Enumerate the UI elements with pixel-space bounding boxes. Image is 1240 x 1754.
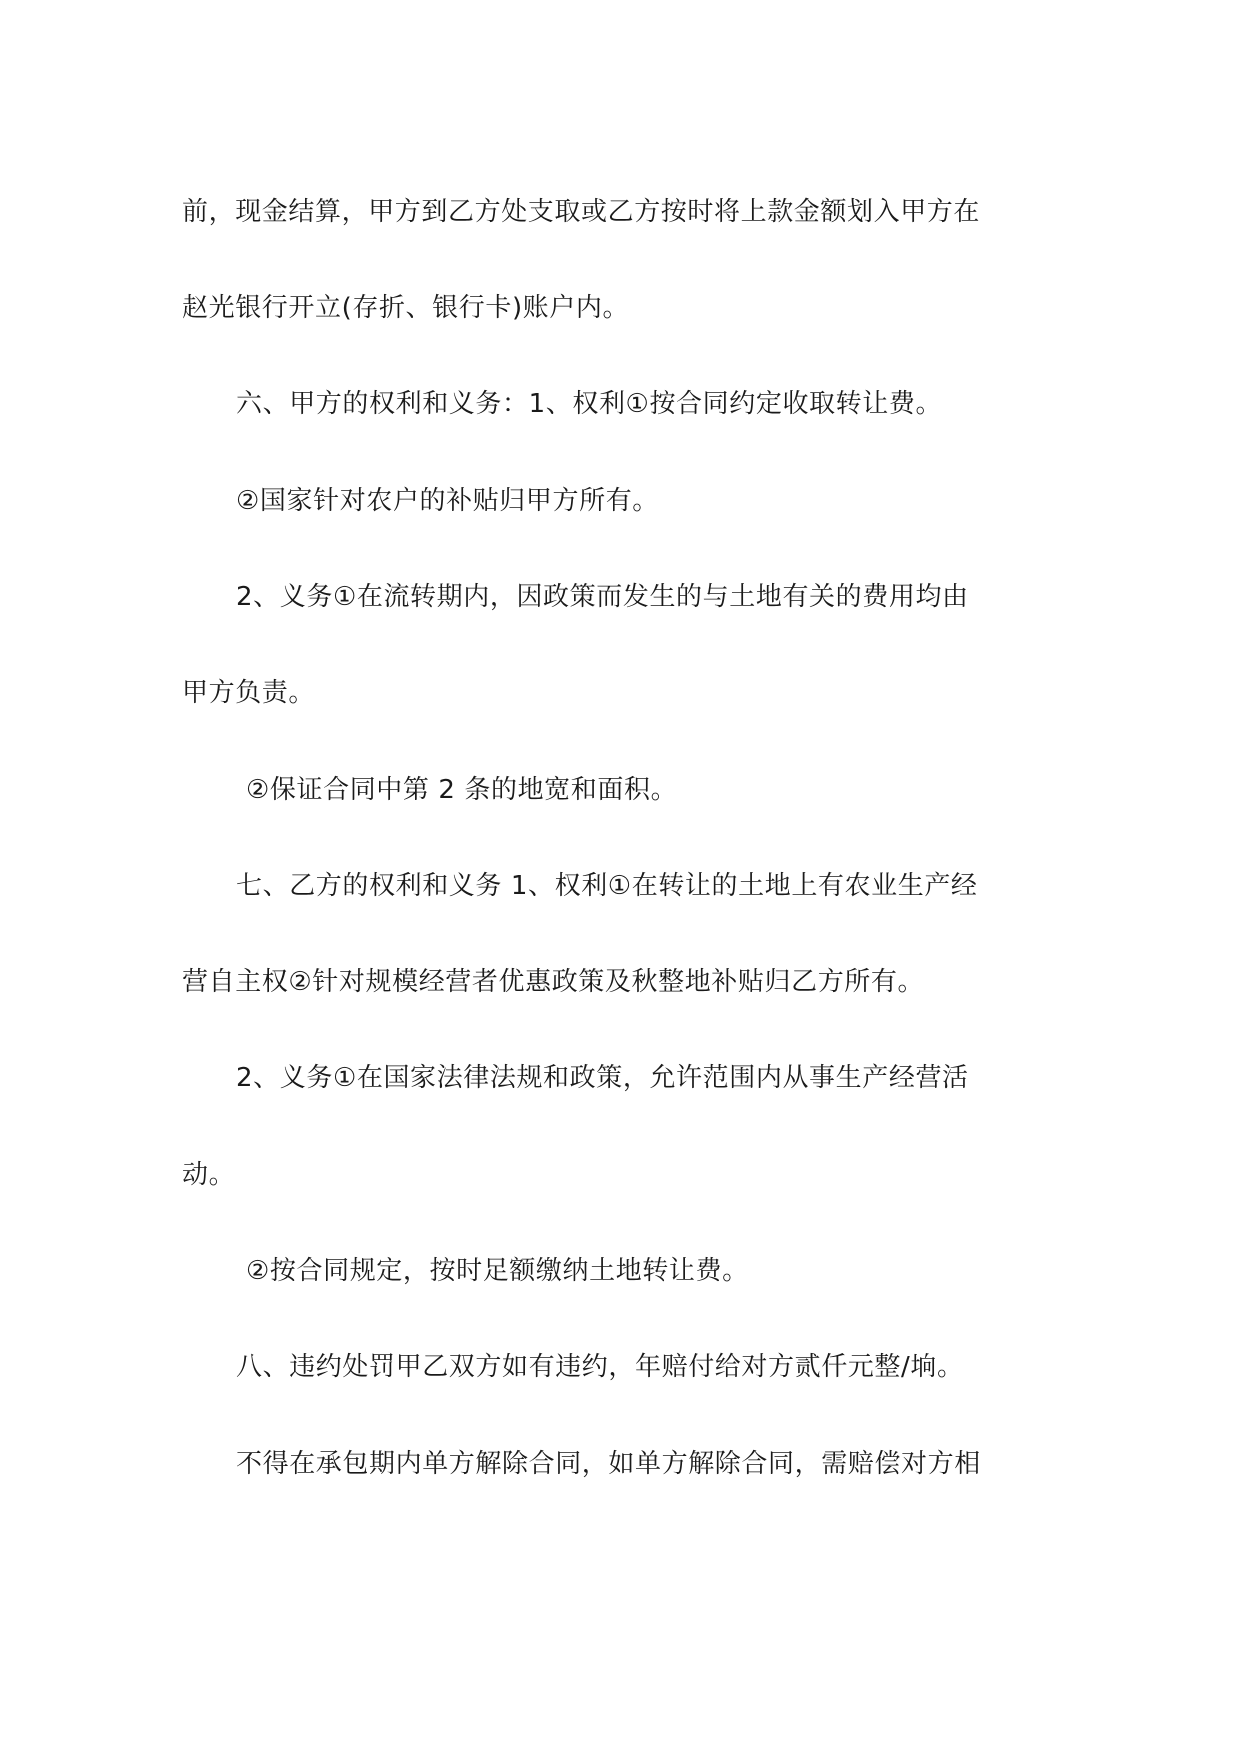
text-line: 赵光银行开立(存折、银行卡)账户内。 [182, 293, 630, 323]
text-line: ②保证合同中第 2 条的地宽和面积。 [246, 775, 678, 805]
text-line: 动。 [182, 1160, 236, 1190]
text-line: 不得在承包期内单方解除合同，如单方解除合同，需赔偿对方相 [236, 1449, 981, 1479]
text-line: 甲方负责。 [182, 678, 316, 708]
text-line: ②按合同规定，按时足额缴纳土地转让费。 [246, 1256, 749, 1286]
text-line: 2、义务①在流转期内，因政策而发生的与土地有关的费用均由 [236, 582, 969, 612]
text-line: 六、甲方的权利和义务：1、权利①按合同约定收取转让费。 [236, 389, 943, 419]
text-line: 2、义务①在国家法律法规和政策，允许范围内从事生产经营活 [236, 1063, 969, 1093]
text-line: 八、违约处罚甲乙双方如有违约，年赔付给对方贰仟元整/垧。 [236, 1352, 964, 1382]
text-line: 七、乙方的权利和义务 1、权利①在转让的土地上有农业生产经 [236, 871, 978, 901]
text-line: 前，现金结算，甲方到乙方处支取或乙方按时将上款金额划入甲方在 [182, 197, 981, 227]
text-line: 营自主权②针对规模经营者优惠政策及秋整地补贴归乙方所有。 [182, 967, 925, 997]
text-line: ②国家针对农户的补贴归甲方所有。 [236, 486, 659, 516]
